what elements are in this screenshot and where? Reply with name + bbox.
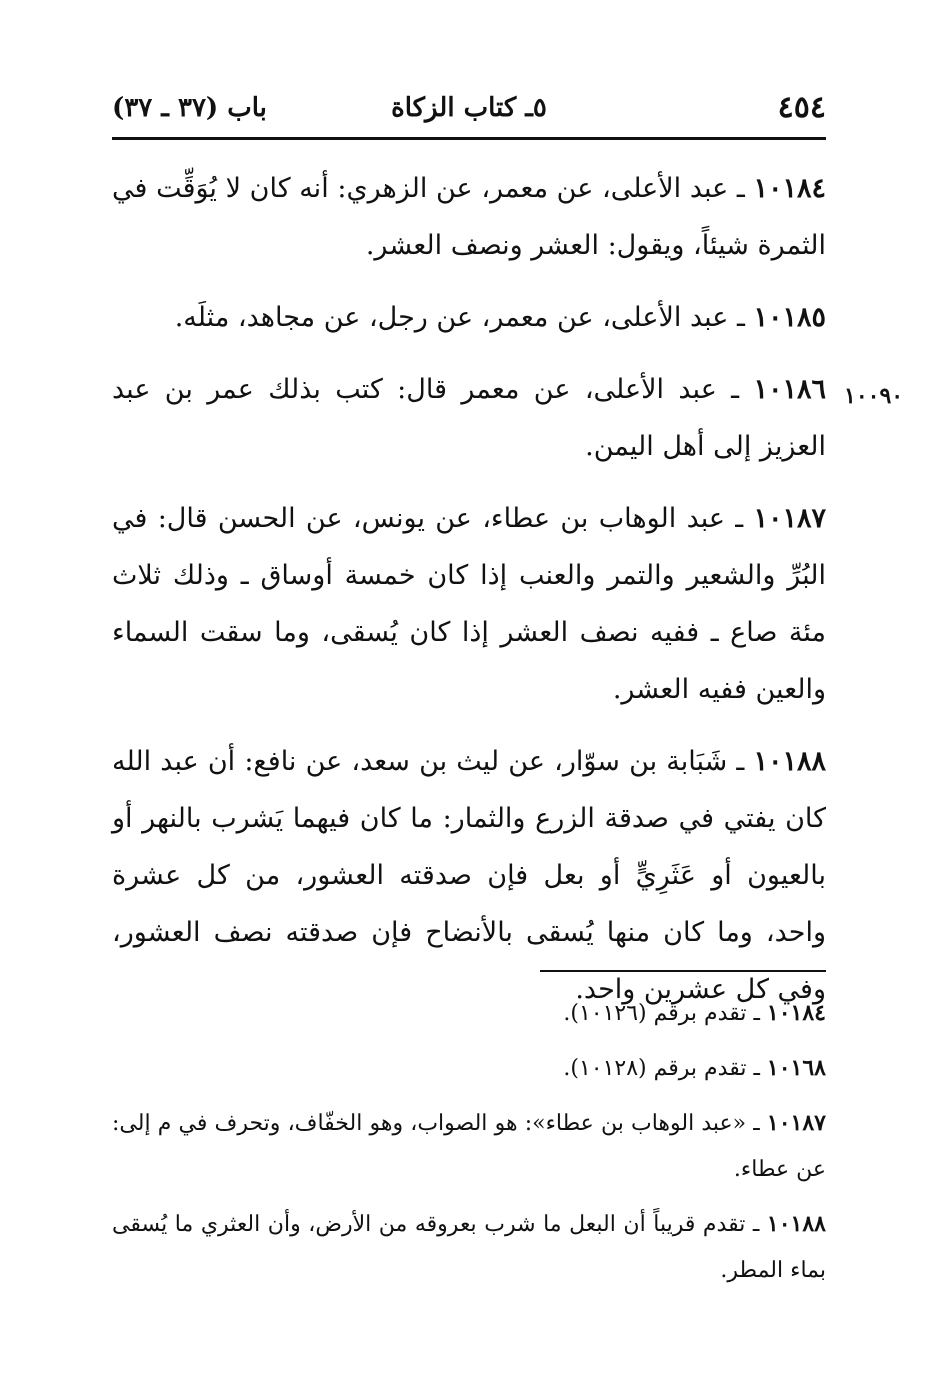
hadith-text: ـ عبد الأعلى، عن معمر، عن الزهري: أنه كان لا يُوَقِّت في الثمرة شيئاً، ويقول: العشر ونصف العشر. (112, 173, 826, 261)
hadith-entry (112, 361, 826, 475)
footnote-entry (112, 1100, 826, 1193)
margin-number: ١٠٠٩٠ (844, 383, 904, 409)
footnote-text: ـ تقدم برقم (١٠١٢٦). (563, 1001, 760, 1026)
footnote-number: ١٠١٦٨ (766, 1055, 826, 1081)
footnote-text: ـ تقدم قريباً أن البعل ما شرب بعروقه من الأرض، وأن العثري ما يُسقى بماء المطر. (112, 1212, 826, 1283)
footnote-entry (112, 990, 826, 1037)
page-number: ٤٥٤ (777, 90, 826, 125)
footnotes (112, 990, 826, 1302)
footnote-text: ـ تقدم برقم (١٠١٢٨). (563, 1056, 760, 1081)
main-text (112, 160, 826, 1033)
hadith-number: ١٠١٨٨ (753, 746, 826, 777)
footnote-number: ١٠١٨٧ (766, 1110, 826, 1136)
book-title: ٥ـ كتاب الزكاة (391, 93, 547, 123)
hadith-text: ـ عبد الأعلى، عن معمر قال: كتب بذلك عمر بن عبد العزيز إلى أهل اليمن. (112, 374, 826, 462)
hadith-entry (112, 289, 826, 346)
hadith-text: ـ عبد الأعلى، عن معمر، عن رجل، عن مجاهد، مثلَه. (174, 302, 745, 333)
hadith-number: ١٠١٨٧ (753, 503, 826, 534)
hadith-number: ١٠١٨٤ (753, 173, 826, 204)
hadith-entry (112, 160, 826, 274)
chapter-reference: باب (٣٧ ـ ٣٧) (112, 93, 267, 123)
hadith-entry (112, 490, 826, 718)
hadith-entry (112, 733, 826, 1018)
footnote-text: ـ «عبد الوهاب بن عطاء»: هو الصواب، وهو الخفّاف، وتحرف في م إلى: عن عطاء. (112, 1111, 826, 1182)
footnote-entry (112, 1045, 826, 1092)
header-rule (112, 137, 826, 140)
footnote-number: ١٠١٨٨ (766, 1211, 826, 1237)
footnote-entry (112, 1201, 826, 1294)
hadith-text: ـ عبد الوهاب بن عطاء، عن يونس، عن الحسن قال: في البُرِّ والشعير والتمر والعنب إذا كان خمسة أوساق ـ وذلك ثلاث مئة صاع ـ ففيه نصف العشر إذا كان يُسقى، وما سقت السماء والعين ففيه العشر. (112, 503, 827, 705)
hadith-number: ١٠١٨٦ (753, 374, 826, 405)
hadith-number: ١٠١٨٥ (753, 302, 826, 333)
footnote-separator (540, 970, 826, 972)
hadith-text: ـ شَبَابة بن سوّار، عن ليث بن سعد، عن نافع: أن عبد الله كان يفتي في صدقة الزرع والثمار: ما كان فيهما يَشرب بالنهر أو بالعيون أو عَثَرِيٍّ أو بعل فإن صدقته العشور، من كل عشرة واحد، وما كان منها يُسقى بالأنضاح فإن صدقته نصف العشور، وفي كل عشرين واحد. (112, 746, 826, 1005)
footnote-number: ١٠١٨٤ (766, 1000, 826, 1026)
running-header (112, 90, 826, 130)
